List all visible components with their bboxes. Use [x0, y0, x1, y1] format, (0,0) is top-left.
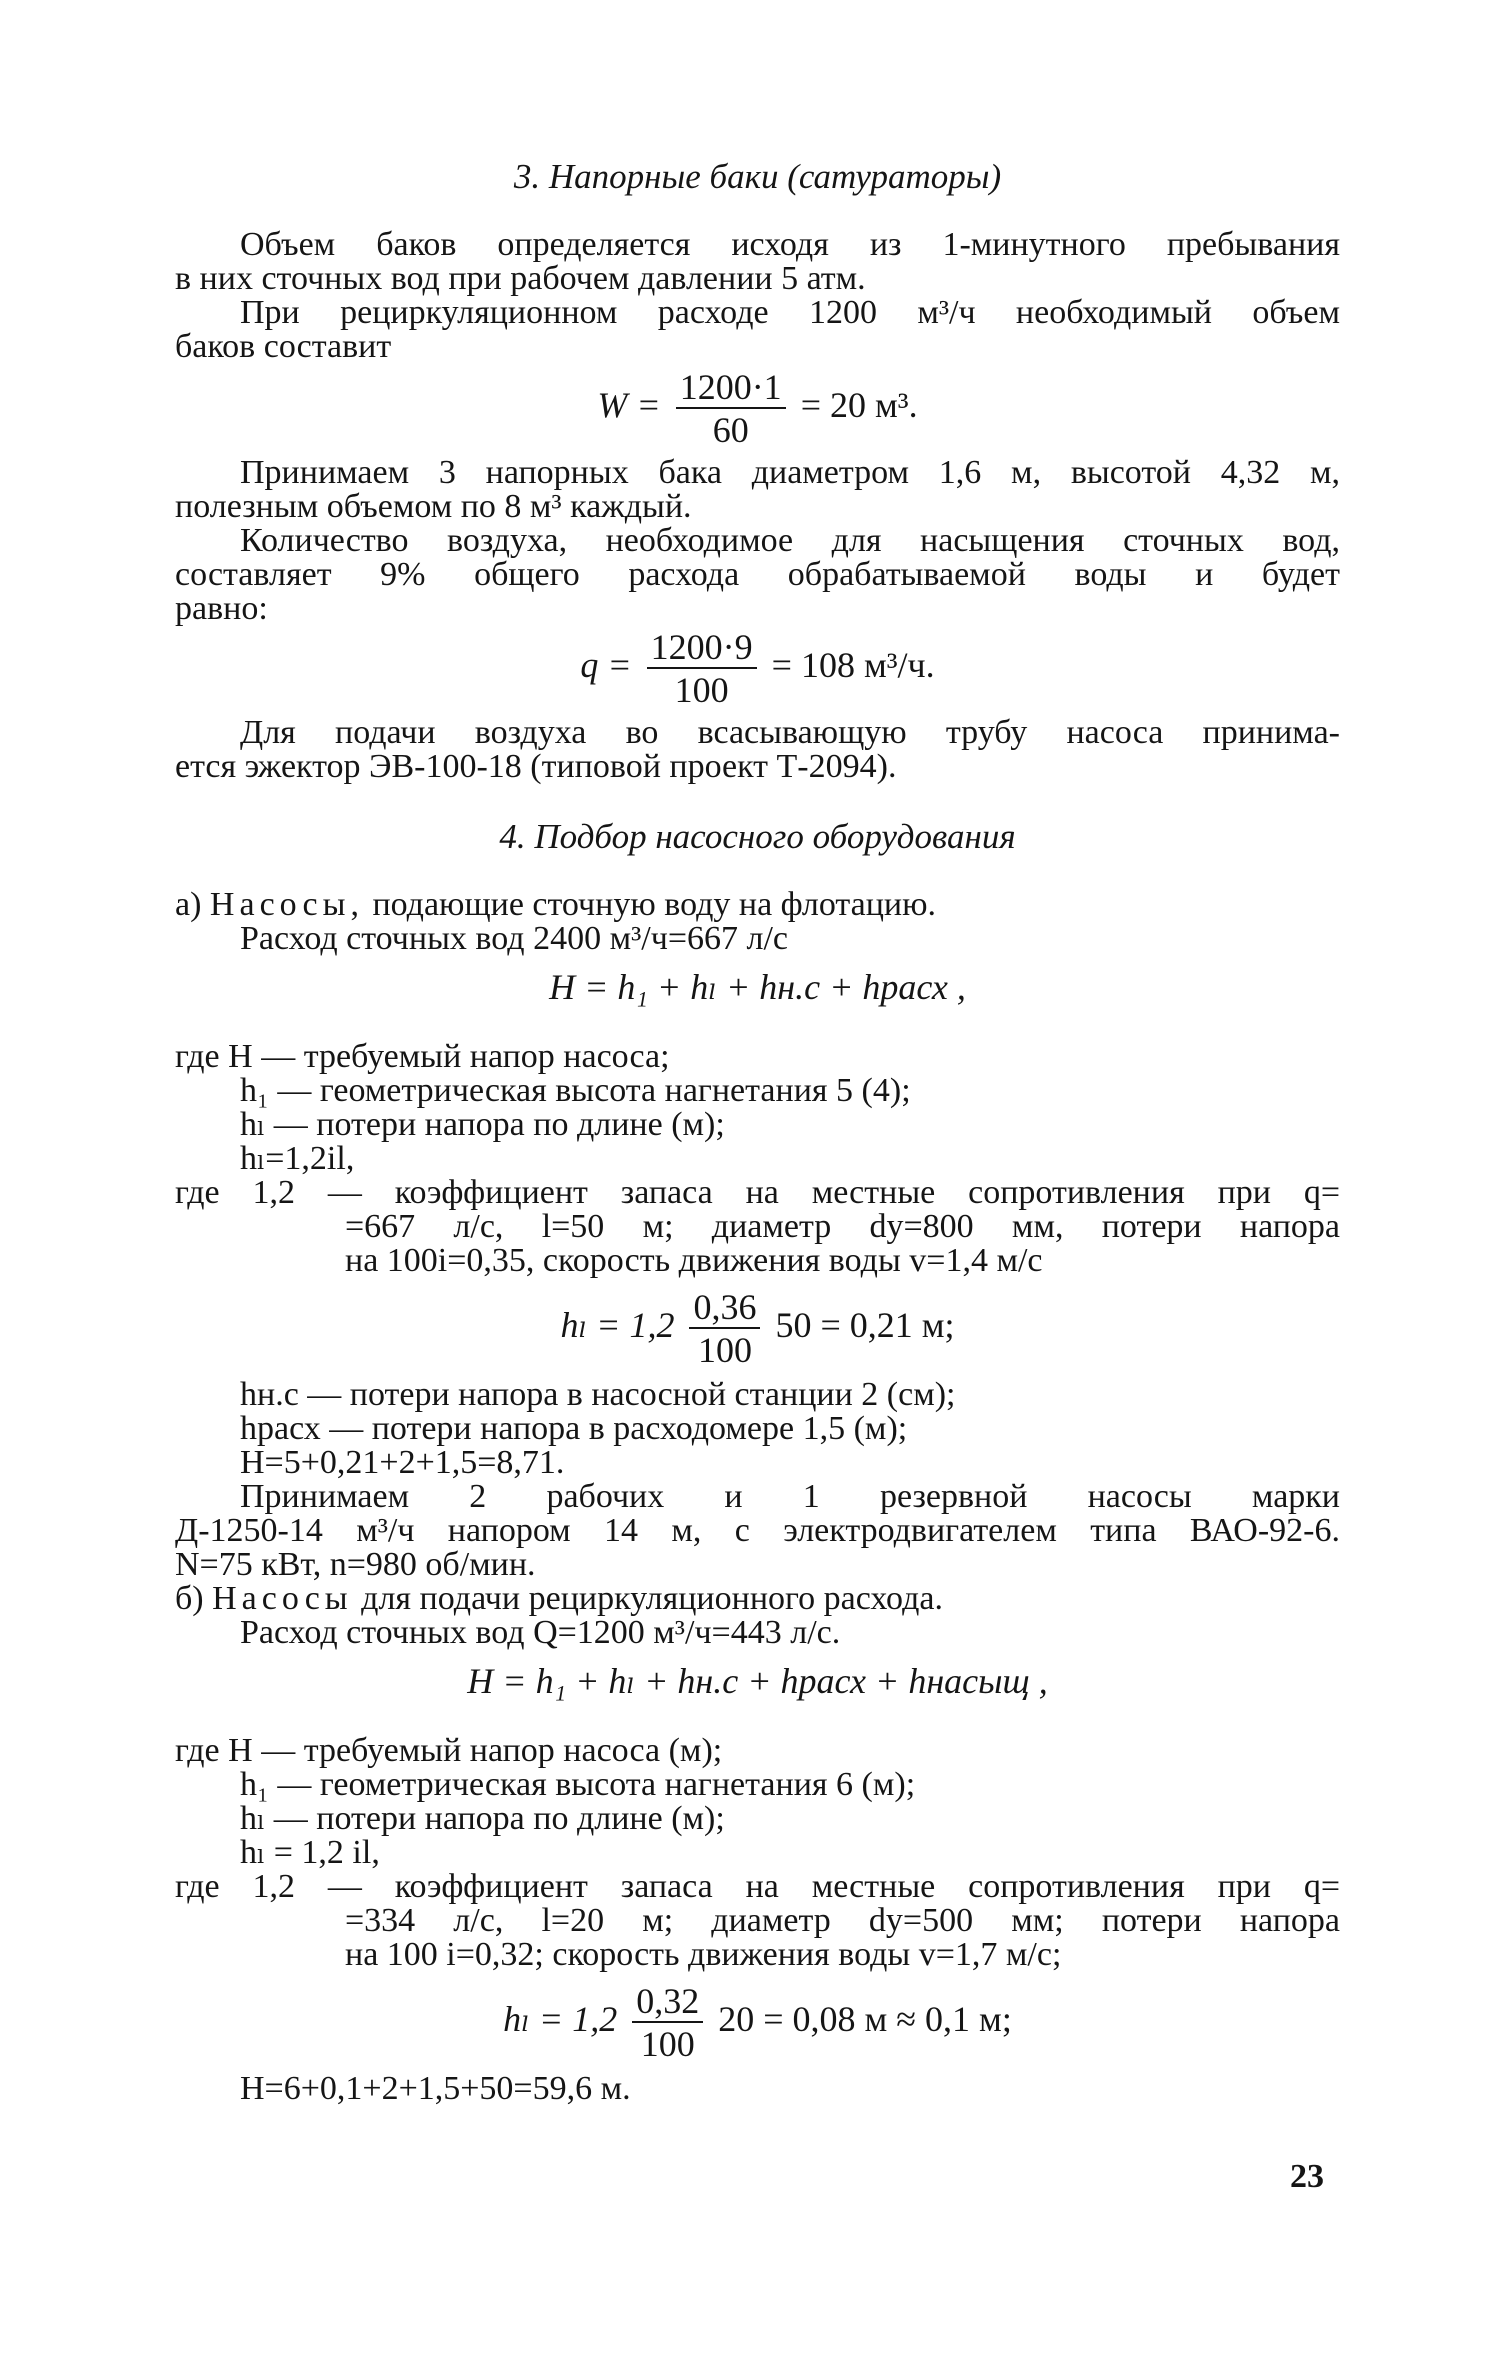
section-4-title: 4. Подбор насосного оборудования: [499, 817, 1016, 856]
paragraph-line: равно:: [175, 590, 268, 627]
formula-rhs: 50 = 0,21 м;: [775, 1304, 955, 1345]
item-b-heading: [175, 1582, 1340, 1616]
formula-W: [175, 367, 1340, 450]
paragraph-line: полезным объемом по 8 м³ каждый.: [175, 488, 692, 525]
formula-q: [175, 627, 1340, 710]
formula-rhs: = 20 м³.: [800, 384, 918, 425]
numerator: 1200·1: [676, 370, 786, 409]
coefficient-line: где 1,2 — коэффициент запаса на местные сопротивления при q=: [175, 1174, 1340, 1211]
paragraph-line: Для подачи воздуха во всасывающую трубу насоса принима-: [240, 714, 1340, 751]
numerator: 0,32: [632, 1984, 703, 2023]
coefficient-line: на 100i=0,35, скорость движения воды v=1,4 м/с: [345, 1242, 1043, 1279]
item-rest: подающие сточную воду на флотацию.: [372, 886, 937, 923]
item-label: а): [175, 886, 202, 923]
denominator: 100: [697, 1330, 752, 1370]
section-3-title: 3. Напорные баки (сатураторы): [513, 157, 1002, 196]
numerator: 0,36: [689, 1290, 760, 1329]
total-line: H=6+0,1+2+1,5+50=59,6 м.: [240, 2070, 631, 2107]
fraction: [689, 1287, 760, 1370]
paragraph-line: При рециркуляционном расходе 1200 м³/ч необходимый объем: [240, 294, 1340, 331]
fraction: [647, 627, 757, 710]
formula-hl: [175, 1981, 1340, 2064]
coefficient-line: на 100 i=0,32; скорость движения воды v=1,7 м/с;: [345, 1936, 1062, 1973]
flow-line: Расход сточных вод 2400 м³/ч=667 л/с: [240, 920, 789, 957]
definition-line: hₗ — потери напора по длине (м);: [240, 1106, 725, 1143]
fraction: [676, 367, 786, 450]
definition-line: h₁ — геометрическая высота нагнетания 6 (м);: [240, 1766, 916, 1803]
formula-lhs: W =: [597, 384, 661, 425]
definition-line: где H — требуемый напор насоса (м);: [175, 1732, 723, 1769]
formula-lhs: q =: [580, 644, 632, 685]
definition-line: hₗ = 1,2 il,: [240, 1834, 380, 1871]
denominator: 60: [712, 410, 749, 450]
page-number: 23: [1290, 2158, 1324, 2195]
coefficient-line: =667 л/с, l=50 м; диаметр dy=800 мм, потери напора: [345, 1208, 1340, 1245]
paragraph-line: в них сточных вод при рабочем давлении 5 атм.: [175, 260, 866, 297]
item-rest: для подачи рециркуляционного расхода.: [361, 1580, 943, 1617]
formula-lhs: hₗ = 1,2: [503, 1998, 618, 2039]
formula-hl: [175, 1287, 1340, 1370]
definition-line: hн.с — потери напора в насосной станции 2 (см);: [240, 1376, 956, 1413]
paragraph-line: баков составит: [175, 328, 392, 365]
paragraph-line: Количество воздуха, необходимое для насыщения сточных вод,: [240, 522, 1340, 559]
paragraph-line: Объем баков определяется исходя из 1-минутного пребывания: [240, 226, 1340, 263]
item-label: б): [175, 1580, 204, 1617]
denominator: 100: [674, 670, 729, 710]
formula-rhs: = 108 м³/ч.: [771, 644, 935, 685]
flow-line: Расход сточных вод Q=1200 м³/ч=443 л/с.: [240, 1614, 841, 1651]
definition-line: hₗ=1,2il,: [240, 1140, 355, 1177]
denominator: 100: [640, 2024, 695, 2064]
fraction: [632, 1981, 703, 2064]
coefficient-line: где 1,2 — коэффициент запаса на местные сопротивления при q=: [175, 1868, 1340, 1905]
definition-line: hрасх — потери напора в расходомере 1,5 (м);: [240, 1410, 908, 1447]
formula-lhs: hₗ = 1,2: [560, 1304, 675, 1345]
definition-line: h₁ — геометрическая высота нагнетания 5 (4);: [240, 1072, 911, 1109]
formula-H: H = h₁ + hₗ + hн.с + hрасх + hнасыщ ,: [467, 1661, 1048, 1701]
formula-H: H = h₁ + hₗ + hн.с + hрасх ,: [549, 967, 966, 1007]
item-spaced-word: Насосы: [212, 1580, 353, 1617]
definition-line: hₗ — потери напора по длине (м);: [240, 1800, 725, 1837]
numerator: 1200·9: [647, 630, 757, 669]
paragraph-line: N=75 кВт, n=980 об/мин.: [175, 1546, 536, 1583]
paragraph-line: составляет 9% общего расхода обрабатываемой воды и будет: [175, 556, 1340, 593]
item-spaced-word: Насосы,: [209, 886, 364, 923]
coefficient-line: =334 л/с, l=20 м; диаметр dy=500 мм; потери напора: [345, 1902, 1340, 1939]
paragraph-line: Принимаем 2 рабочих и 1 резервной насосы марки: [240, 1478, 1340, 1515]
paragraph-line: ется эжектор ЭВ-100-18 (типовой проект Т-2094).: [175, 748, 897, 785]
paragraph-line: Принимаем 3 напорных бака диаметром 1,6 м, высотой 4,32 м,: [240, 454, 1340, 491]
formula-rhs: 20 = 0,08 м ≈ 0,1 м;: [718, 1998, 1012, 2039]
definition-line: H=5+0,21+2+1,5=8,71.: [240, 1444, 565, 1481]
paragraph-line: Д-1250-14 м³/ч напором 14 м, с электродвигателем типа ВАО-92-6.: [175, 1512, 1340, 1549]
item-a-heading: [175, 888, 1340, 922]
definition-line: где H — требуемый напор насоса;: [175, 1038, 670, 1075]
